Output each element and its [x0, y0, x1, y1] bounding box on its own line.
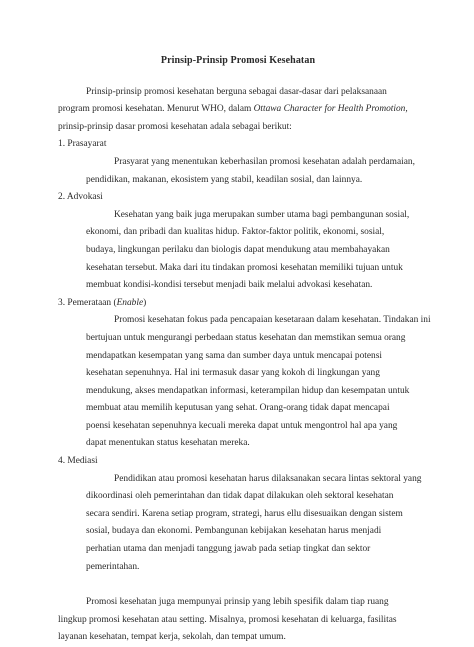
- heading-suffix-text: ): [143, 297, 147, 308]
- intro-line: prinsip-prinsip dasar promosi kesehatan adala sebagai berikut:: [58, 121, 292, 132]
- heading-text: 1. Prasayarat: [58, 139, 107, 150]
- list-item: [58, 453, 422, 576]
- list-item-heading: [58, 189, 418, 207]
- intro-line: Prinsip-prinsip promosi kesehatan berguna sebagai dasar-dasar dari pelaksanaan: [86, 86, 387, 97]
- body-line: kesehatan sepenuhnya. Hal ini termasuk dasar yang kokoh di lingkungan yang: [86, 368, 380, 379]
- list-item: [58, 136, 418, 189]
- body-line: Pendidikan atau promosi kesehatan harus dilaksanakan secara lintas sektoral yang: [114, 473, 422, 484]
- list-item-heading: [58, 136, 418, 154]
- list-item-body: [86, 207, 418, 295]
- intro-italic-text: Ottawa Character for Health Promotion,: [253, 104, 408, 115]
- document-title: Prinsip-Prinsip Promosi Kesehatan: [160, 55, 316, 66]
- list-item: [58, 189, 418, 295]
- body-line: membuat kondisi-kondisi tersebut menjadi baik melalui advokasi kesehatan.: [86, 280, 373, 291]
- body-line: kesehatan tersebut. Maka dari itu tindakan promosi kesehatan memiliki tujuan untuk: [86, 262, 403, 273]
- body-line: pemerintahan.: [86, 561, 140, 572]
- heading-text: 4. Mediasi: [58, 456, 98, 467]
- intro-paragraph: [58, 84, 418, 137]
- closing-paragraph: [58, 594, 418, 647]
- intro-line: [58, 101, 418, 119]
- body-line: membuat atau memilih keputusan yang sehat. Orang-orang tidak dapat mencapai: [86, 403, 390, 414]
- body-line: mendapatkan kesempatan yang sama dan sumber daya untuk mencapai potensi: [86, 350, 382, 361]
- heading-text: 3. Pemerataan (: [58, 297, 117, 308]
- body-line: secara sendiri. Karena setiap program, strategi, harus ellu disesuaikan dengan sistem: [86, 508, 403, 519]
- body-line: perhatian utama dan menjadi tanggung jawab pada setiap tingkat dan sektor: [86, 544, 371, 555]
- body-line: dikoordinasi oleh pemerintahan dan tidak dapat dilakukan oleh sektoral kesehatan: [86, 491, 394, 502]
- body-line: mendukung, akses mendapatkan informasi, keterampilan hidup dan kesempatan untuk: [86, 385, 410, 396]
- body-line: sosial, budaya dan ekonomi. Pembangunan kebijakan kesehatan harus menjadi: [86, 526, 382, 537]
- heading-text: 2. Advokasi: [58, 192, 103, 203]
- list-item-body: [86, 312, 431, 453]
- list-item-heading: [58, 295, 418, 313]
- closing-line: Promosi kesehatan juga mempunyai prinsip yang lebih spesifik dalam tiap ruang: [86, 597, 389, 608]
- list-item: [58, 295, 431, 453]
- list-item-body: [86, 154, 418, 189]
- list-item-body: [86, 471, 422, 577]
- closing-line: lingkup promosi kesehatan atau setting. Misalnya, promosi kesehatan di keluarga, fasilitas: [58, 614, 397, 625]
- body-line: dapat menentukan status kesehatan mereka.: [86, 438, 250, 449]
- body-line: pendidikan, makanan, ekosistem yang stabil, keadilan sosial, dan lainnya.: [86, 174, 363, 185]
- intro-line-text: program promosi kesehatan. Menurut WHO, dalam: [58, 104, 254, 115]
- closing-line: layanan kesehatan, tempat kerja, sekolah, dan tempat umum.: [58, 632, 286, 643]
- body-line: budaya, lingkungan perilaku dan biologis dapat mendukung atau membahayakan: [86, 244, 390, 255]
- body-line: Promosi kesehatan fokus pada pencapaian kesetaraan dalam kesehatan. Tindakan ini: [114, 315, 431, 326]
- body-line: Kesehatan yang baik juga merupakan sumber utama bagi pembangunan sosial,: [114, 209, 410, 220]
- body-line: ekonomi, dan pribadi dan kualitas hidup. Faktor-faktor politik, ekonomi, sosial,: [86, 227, 385, 238]
- body-line: bertujuan untuk mengurangi perbedaan status kesehatan dan memstikan semua orang: [86, 332, 406, 343]
- body-line: Prasyarat yang menentukan keberhasilan promosi kesehatan adalah perdamaian,: [114, 156, 415, 167]
- heading-italic-text: Enable: [116, 297, 144, 308]
- list-item-heading: [58, 453, 418, 471]
- body-line: poensi kesehatan sepenuhnya kecuali mereka dapat untuk mengontrol hal apa yang: [86, 420, 398, 431]
